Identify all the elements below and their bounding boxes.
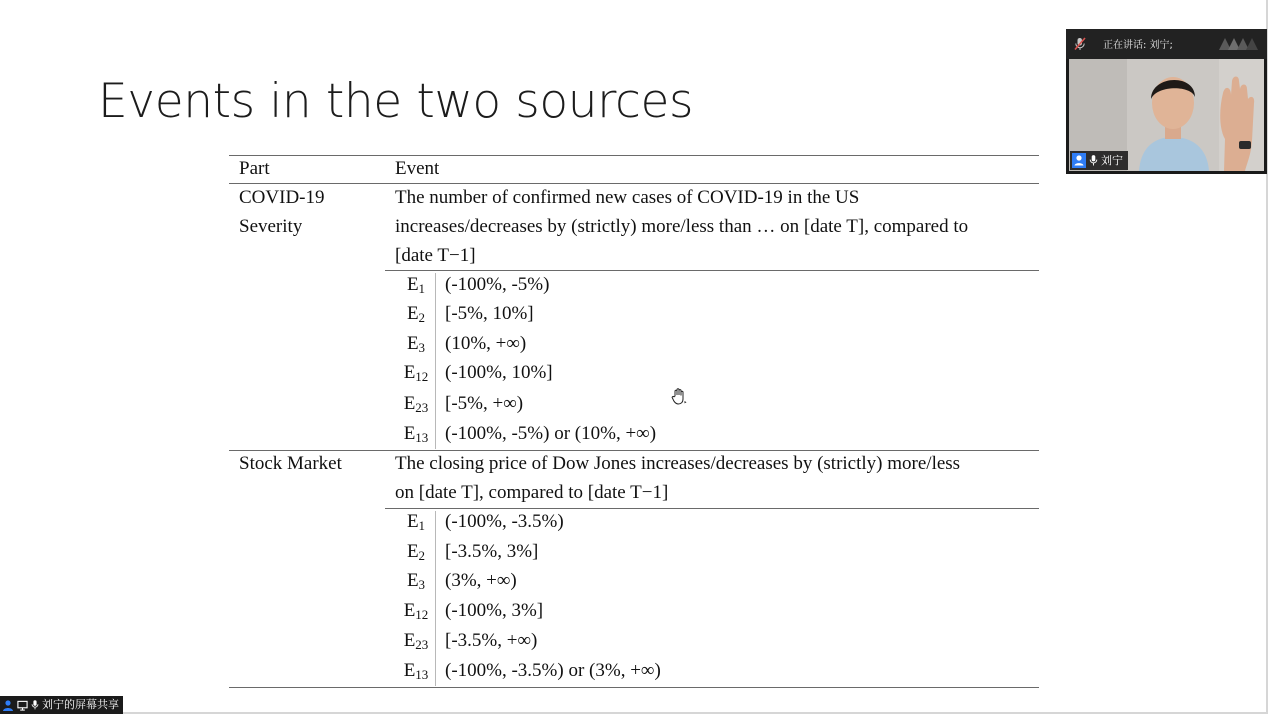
event-interval: (-100%, -3.5%) bbox=[445, 511, 564, 532]
covid-event-row bbox=[229, 358, 1039, 387]
event-label: $E_{23}$ bbox=[403, 630, 429, 652]
event-interval: (-100%, -5%) or (10%, +∞) bbox=[445, 423, 657, 444]
stock-part-line-1: Stock Market bbox=[239, 453, 342, 474]
slide-title: Events in the two sources bbox=[98, 74, 694, 129]
microphone-icon bbox=[1089, 154, 1098, 167]
event-label: $E_3$ bbox=[406, 570, 426, 592]
header-part: Part bbox=[239, 158, 270, 179]
muted-speaker-icon bbox=[1074, 37, 1086, 51]
event-interval: (-100%, 10%] bbox=[445, 362, 553, 383]
header-event: Event bbox=[395, 158, 440, 179]
microphone-icon bbox=[31, 699, 39, 711]
hand-cursor-icon bbox=[669, 387, 689, 407]
table-top-rule bbox=[229, 155, 1039, 156]
stock-event-row bbox=[229, 566, 1039, 595]
event-label: $E_{12}$ bbox=[403, 362, 429, 384]
event-label: $E_2$ bbox=[406, 303, 426, 325]
event-label: $E_2$ bbox=[406, 541, 426, 563]
active-speaker-bar bbox=[1066, 29, 1267, 59]
active-speaker-video-tile[interactable] bbox=[1066, 29, 1267, 174]
screen-share-label: 刘宁的屏幕共享 bbox=[42, 698, 119, 711]
user-icon bbox=[1072, 153, 1086, 168]
event-label: $E_{12}$ bbox=[403, 600, 429, 622]
event-interval: [-3.5%, +∞) bbox=[445, 630, 538, 651]
events-table bbox=[229, 155, 1039, 688]
covid-part-line-2: Severity bbox=[239, 216, 303, 237]
stock-event-row bbox=[229, 596, 1039, 625]
covid-part-line-1: COVID-19 bbox=[239, 187, 325, 208]
participant-name-tag bbox=[1070, 151, 1128, 170]
covid-event-row bbox=[229, 419, 1039, 448]
event-label: $E_1$ bbox=[406, 511, 426, 533]
event-label: $E_1$ bbox=[406, 274, 426, 296]
event-label: $E_{23}$ bbox=[403, 393, 429, 415]
covid-event-row bbox=[229, 329, 1039, 358]
screen-share-indicator[interactable] bbox=[0, 696, 123, 714]
event-interval: (10%, +∞) bbox=[445, 333, 527, 354]
participant-name: 刘宁 bbox=[1101, 154, 1123, 167]
event-interval: [-5%, 10%] bbox=[445, 303, 534, 324]
stock-event-row bbox=[229, 656, 1039, 685]
stock-event-row bbox=[229, 507, 1039, 536]
stock-description-line-2: on [date T], compared to [date T−1] bbox=[395, 482, 669, 503]
event-interval: (-100%, 3%] bbox=[445, 600, 544, 621]
covid-description-line-1: The number of confirmed new cases of COVID-19 in the US bbox=[395, 187, 860, 208]
covid-event-row bbox=[229, 270, 1039, 299]
event-interval: (-100%, -5%) bbox=[445, 274, 550, 295]
event-interval: (-100%, -3.5%) or (3%, +∞) bbox=[445, 660, 661, 681]
event-interval: [-3.5%, 3%] bbox=[445, 541, 539, 562]
covid-event-row bbox=[229, 299, 1039, 328]
event-label: $E_3$ bbox=[406, 333, 426, 355]
speaking-indicator-text: 正在讲话: 刘宁; bbox=[1103, 40, 1173, 51]
event-interval: (3%, +∞) bbox=[445, 570, 517, 591]
event-label: $E_{13}$ bbox=[403, 660, 429, 682]
stock-event-row bbox=[229, 626, 1039, 655]
app-logo-icon bbox=[1219, 38, 1259, 50]
stock-description-line-1: The closing price of Dow Jones increases/decreases by (strictly) more/less bbox=[395, 453, 961, 474]
event-label: $E_{13}$ bbox=[403, 423, 429, 445]
table-bottom-rule bbox=[229, 687, 1039, 688]
covid-description-line-2: increases/decreases by (strictly) more/less than … on [date T], compared to bbox=[395, 216, 969, 237]
user-icon bbox=[2, 699, 14, 712]
covid-event-row bbox=[229, 389, 1039, 418]
event-interval: [-5%, +∞) bbox=[445, 393, 524, 414]
covid-description-line-3: [date T−1] bbox=[395, 245, 476, 266]
stock-event-row bbox=[229, 537, 1039, 566]
screen-share-icon bbox=[17, 700, 28, 711]
